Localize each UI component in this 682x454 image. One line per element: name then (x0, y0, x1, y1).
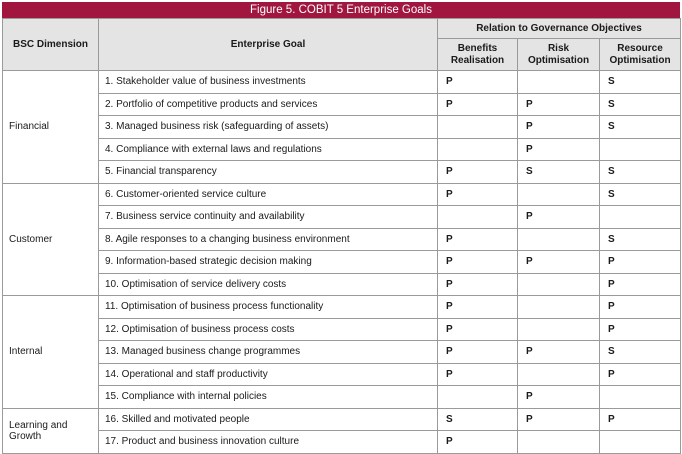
table-row (3, 318, 681, 341)
benefits-mark-cell: S (438, 408, 518, 431)
benefits-mark-cell (438, 116, 518, 139)
risk-mark-cell (518, 228, 600, 251)
goals-figure (2, 2, 680, 454)
risk-mark-cell: P (518, 116, 600, 139)
resource-mark-cell: S (600, 341, 681, 364)
table-row (3, 138, 681, 161)
benefits-mark-cell: P (438, 228, 518, 251)
enterprise-goal-cell: 1. Stakeholder value of business investments (99, 71, 438, 94)
benefits-mark-cell: P (438, 183, 518, 206)
enterprise-goal-cell: 6. Customer-oriented service culture (99, 183, 438, 206)
enterprise-goal-cell: 11. Optimisation of business process functionality (99, 296, 438, 319)
resource-mark-cell: S (600, 228, 681, 251)
enterprise-goal-cell: 9. Information-based strategic decision making (99, 251, 438, 274)
resource-mark-cell: S (600, 161, 681, 184)
resource-mark-cell: P (600, 363, 681, 386)
benefits-mark-cell: P (438, 431, 518, 454)
table-row (3, 71, 681, 94)
header-resource: Resource Optimisation (600, 39, 681, 71)
resource-mark-cell: P (600, 318, 681, 341)
risk-mark-cell: S (518, 161, 600, 184)
resource-mark-cell: S (600, 93, 681, 116)
risk-mark-cell: P (518, 408, 600, 431)
table-body (3, 71, 681, 454)
risk-mark-cell (518, 183, 600, 206)
enterprise-goal-cell: 8. Agile responses to a changing business environment (99, 228, 438, 251)
table-row (3, 273, 681, 296)
benefits-mark-cell: P (438, 296, 518, 319)
benefits-mark-cell: P (438, 161, 518, 184)
risk-mark-cell (518, 363, 600, 386)
enterprise-goal-cell: 2. Portfolio of competitive products and services (99, 93, 438, 116)
resource-mark-cell (600, 386, 681, 409)
resource-mark-cell: P (600, 296, 681, 319)
enterprise-goal-cell: 13. Managed business change programmes (99, 341, 438, 364)
benefits-mark-cell: P (438, 93, 518, 116)
enterprise-goal-cell: 4. Compliance with external laws and regulations (99, 138, 438, 161)
benefits-mark-cell: P (438, 318, 518, 341)
header-bsc-dimension: BSC Dimension (3, 19, 99, 71)
enterprise-goal-cell: 12. Optimisation of business process costs (99, 318, 438, 341)
header-enterprise-goal: Enterprise Goal (99, 19, 438, 71)
resource-mark-cell (600, 138, 681, 161)
enterprise-goal-cell: 17. Product and business innovation culture (99, 431, 438, 454)
table-row (3, 431, 681, 454)
header-relation: Relation to Governance Objectives (438, 19, 681, 39)
enterprise-goal-cell: 7. Business service continuity and availability (99, 206, 438, 229)
enterprise-goals-table (2, 18, 681, 454)
resource-mark-cell (600, 431, 681, 454)
enterprise-goal-cell: 5. Financial transparency (99, 161, 438, 184)
benefits-mark-cell: P (438, 341, 518, 364)
resource-mark-cell: P (600, 251, 681, 274)
bsc-dimension-cell: Customer (3, 183, 99, 296)
bsc-dimension-cell: Financial (3, 71, 99, 184)
table-row (3, 116, 681, 139)
risk-mark-cell (518, 318, 600, 341)
header-benefits: Benefits Realisation (438, 39, 518, 71)
table-row (3, 183, 681, 206)
bsc-dimension-cell: Internal (3, 296, 99, 409)
benefits-mark-cell (438, 386, 518, 409)
benefits-mark-cell: P (438, 251, 518, 274)
table-row (3, 228, 681, 251)
resource-mark-cell: S (600, 71, 681, 94)
resource-mark-cell (600, 206, 681, 229)
benefits-mark-cell (438, 206, 518, 229)
enterprise-goal-cell: 15. Compliance with internal policies (99, 386, 438, 409)
risk-mark-cell (518, 273, 600, 296)
header-risk: Risk Optimisation (518, 39, 600, 71)
table-row (3, 408, 681, 431)
risk-mark-cell: P (518, 251, 600, 274)
risk-mark-cell (518, 296, 600, 319)
table-row (3, 341, 681, 364)
header-row-top (3, 19, 681, 39)
resource-mark-cell: S (600, 116, 681, 139)
risk-mark-cell: P (518, 93, 600, 116)
risk-mark-cell: P (518, 206, 600, 229)
enterprise-goal-cell: 16. Skilled and motivated people (99, 408, 438, 431)
benefits-mark-cell: P (438, 273, 518, 296)
resource-mark-cell: P (600, 273, 681, 296)
enterprise-goal-cell: 10. Optimisation of service delivery costs (99, 273, 438, 296)
enterprise-goal-cell: 14. Operational and staff productivity (99, 363, 438, 386)
resource-mark-cell: S (600, 183, 681, 206)
table-row (3, 206, 681, 229)
table-row (3, 161, 681, 184)
resource-mark-cell: P (600, 408, 681, 431)
table-row (3, 93, 681, 116)
table-row (3, 251, 681, 274)
table-row (3, 363, 681, 386)
risk-mark-cell (518, 431, 600, 454)
risk-mark-cell: P (518, 386, 600, 409)
table-row (3, 386, 681, 409)
benefits-mark-cell: P (438, 71, 518, 94)
benefits-mark-cell (438, 138, 518, 161)
bsc-dimension-cell: Learning and Growth (3, 408, 99, 453)
benefits-mark-cell: P (438, 363, 518, 386)
figure-title: Figure 5. COBIT 5 Enterprise Goals (2, 2, 680, 18)
risk-mark-cell: P (518, 138, 600, 161)
risk-mark-cell (518, 71, 600, 94)
enterprise-goal-cell: 3. Managed business risk (safeguarding of assets) (99, 116, 438, 139)
risk-mark-cell: P (518, 341, 600, 364)
table-row (3, 296, 681, 319)
